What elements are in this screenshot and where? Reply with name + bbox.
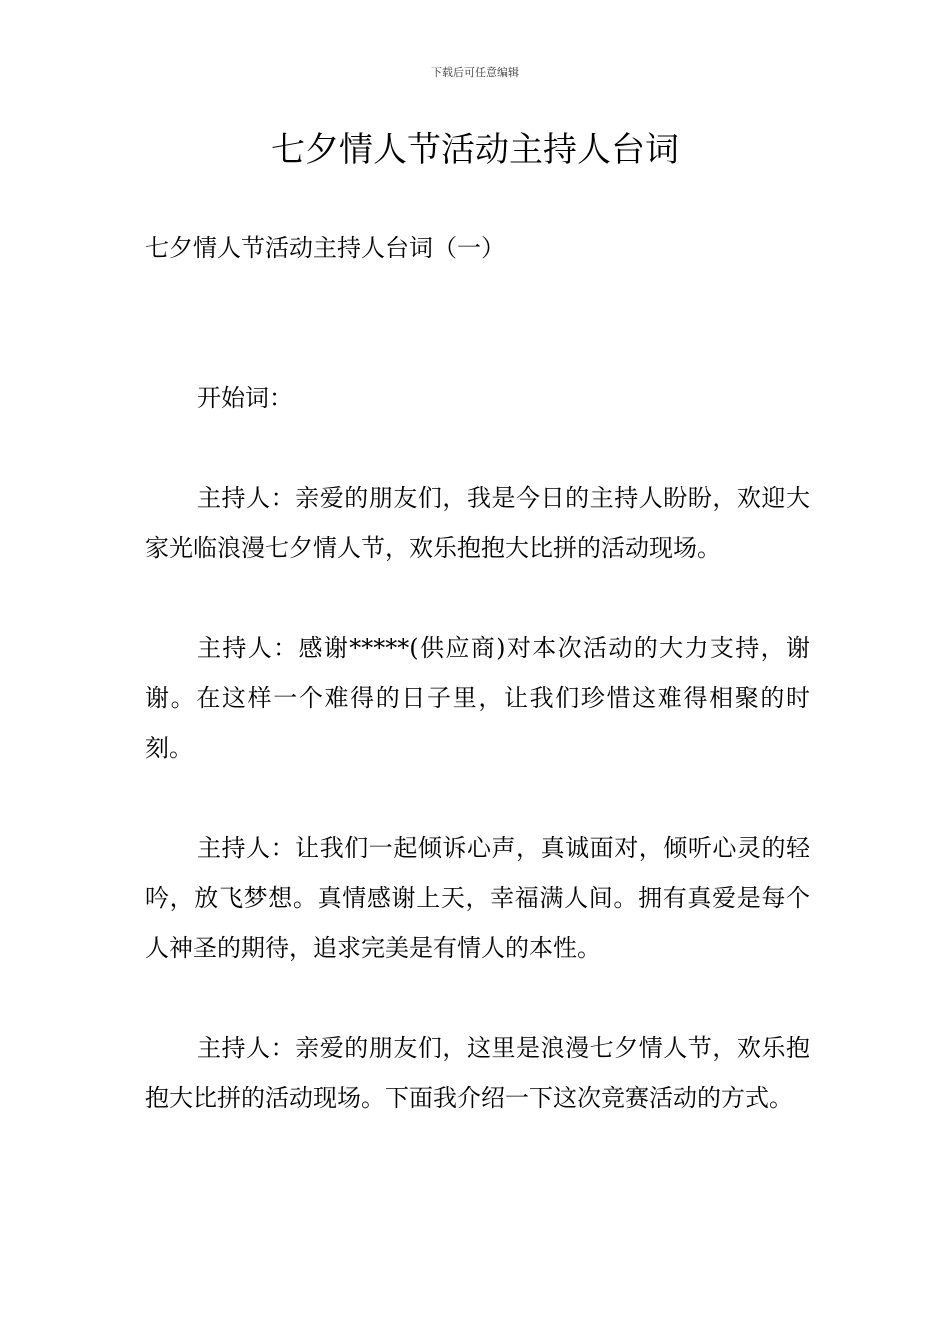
document-title: 七夕情人节活动主持人台词: [271, 130, 679, 170]
paragraph: 主持人：亲爱的朋友们，我是今日的主持人盼盼，欢迎大家光临浪漫七夕情人节，欢乐抱抱大比拼的活动现场。: [145, 484, 810, 562]
section-subtitle: 七夕情人节活动主持人台词（一）: [145, 234, 505, 262]
paragraph: 主持人：亲爱的朋友们，这里是浪漫七夕情人节，欢乐抱抱大比拼的活动现场。下面我介绍一下这次竞赛活动的方式。: [145, 1034, 810, 1112]
header-note: 下载后可任意编辑: [431, 66, 519, 79]
paragraph-opening: 开始词：: [197, 384, 293, 412]
paragraph: 主持人：让我们一起倾诉心声，真诚面对，倾听心灵的轻吟，放飞梦想。真情感谢上天，幸福满人间。拥有真爱是每个人神圣的期待，追求完美是有情人的本性。: [145, 834, 810, 962]
paragraph: 主持人：感谢*****(供应商)对本次活动的大力支持，谢谢。在这样一个难得的日子里，让我们珍惜这难得相聚的时刻。: [145, 634, 810, 762]
